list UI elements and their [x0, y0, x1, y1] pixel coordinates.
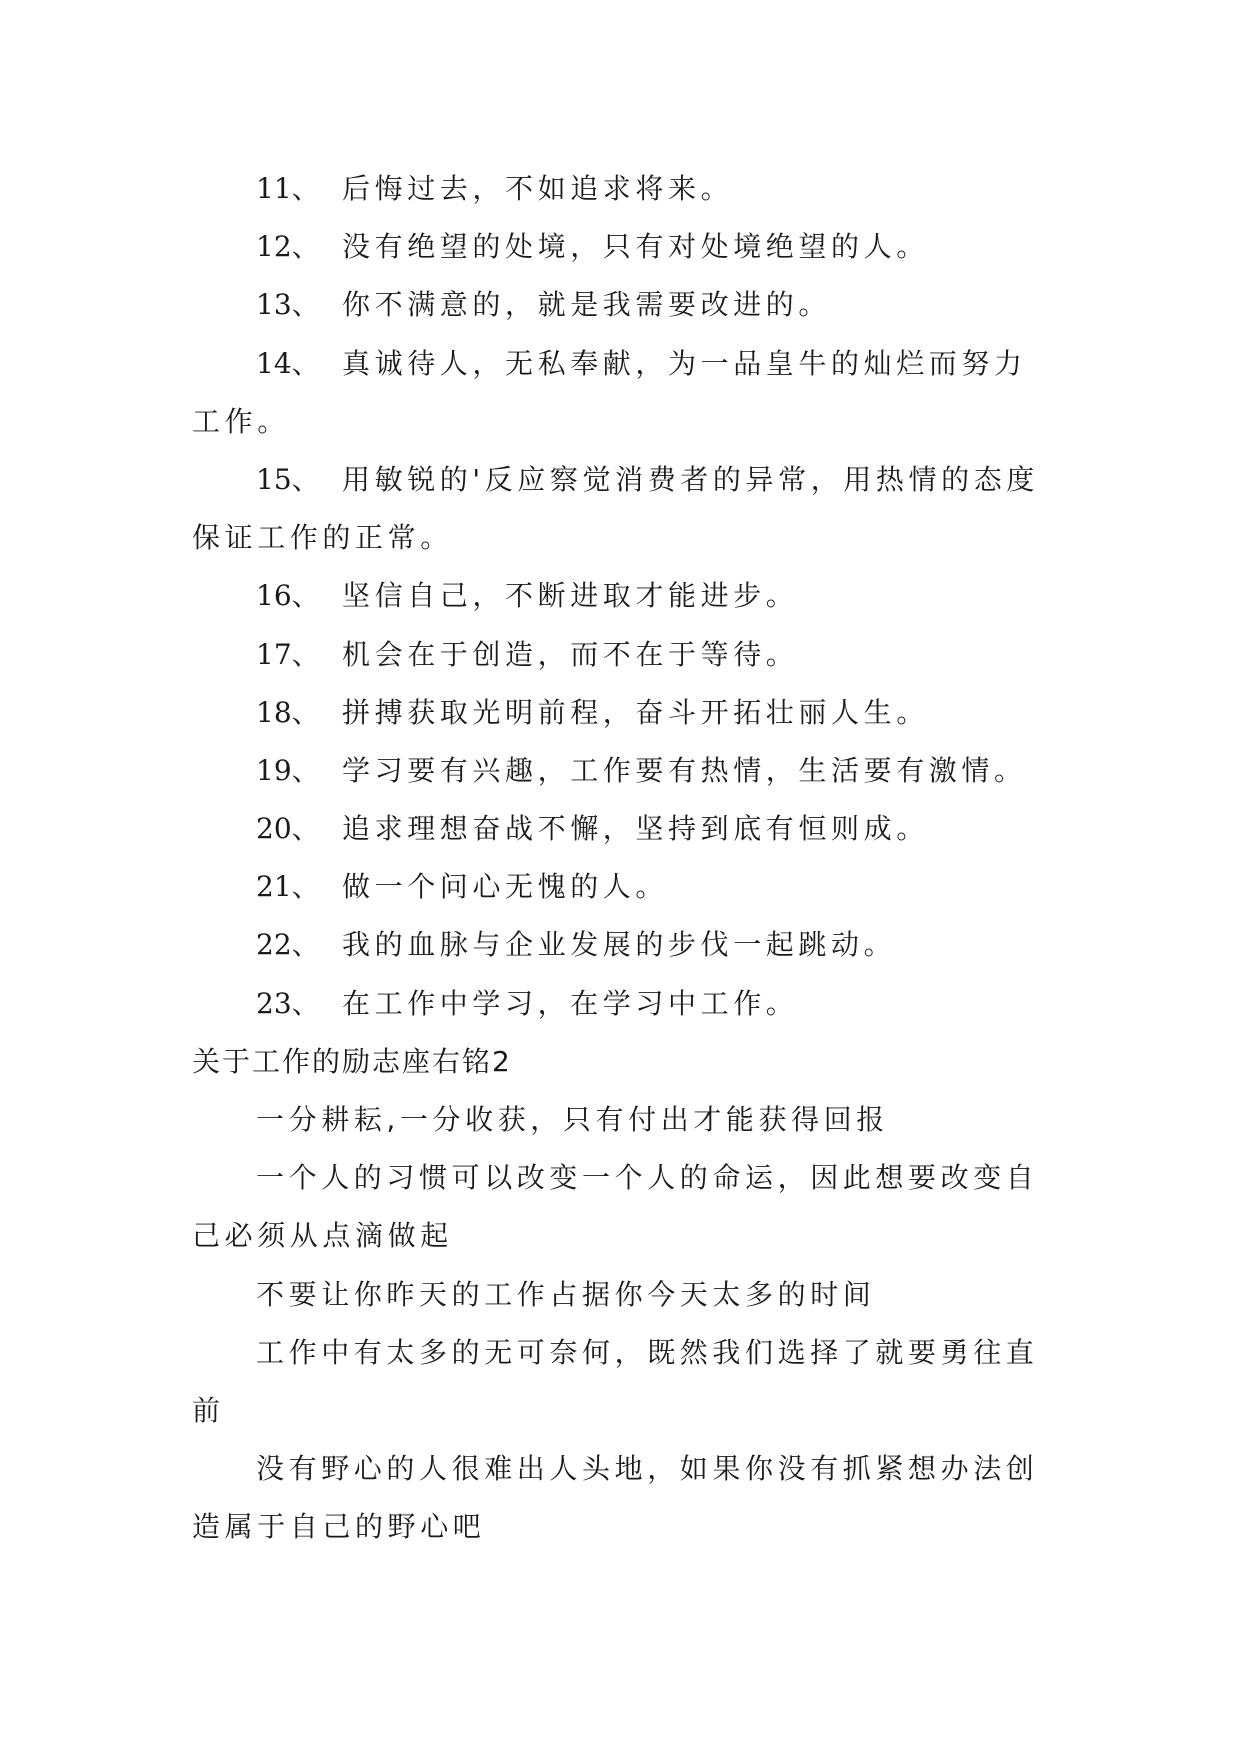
- paragraph: 一分耕耘,一分收获，只有付出才能获得回报: [256, 1103, 889, 1136]
- list-item: [192, 451, 1052, 509]
- list-item: [192, 916, 1052, 974]
- item-text: 真诚待人，无私奉献，为一品皇牛的灿烂而努力: [342, 346, 1027, 380]
- item-text: 坚信自己，不断进取才能进步。: [342, 579, 799, 613]
- list-item-continuation: 工作。: [192, 404, 290, 438]
- paragraph: 没有野心的人很难出人头地，如果你没有抓紧想办法创: [256, 1452, 1039, 1486]
- paragraph-list: [192, 1091, 1052, 1557]
- item-number: 16、: [256, 579, 320, 613]
- item-number: 22、: [256, 928, 320, 962]
- item-number: 18、: [256, 695, 320, 729]
- item-text: 机会在于创造，而不在于等待。: [342, 637, 799, 671]
- paragraph-continuation: 造属于自己的野心吧: [192, 1510, 486, 1544]
- item-text: 学习要有兴趣，工作要有热情，生活要有激情。: [342, 753, 1027, 787]
- item-number: 19、: [256, 753, 320, 787]
- list-item: [192, 858, 1052, 916]
- item-number: 20、: [256, 812, 320, 846]
- item-number: 14、: [256, 346, 320, 380]
- list-item: [192, 160, 1052, 218]
- list-item: [192, 567, 1052, 625]
- item-text: 在工作中学习，在学习中工作。: [342, 986, 799, 1020]
- paragraph: 一个人的习惯可以改变一个人的命运，因此想要改变自: [256, 1161, 1039, 1195]
- list-item-continuation: 保证工作的正常。: [192, 521, 453, 555]
- list-item: [192, 742, 1052, 800]
- paragraph: 不要让你昨天的工作占据你今天太多的时间: [256, 1277, 876, 1311]
- list-item: [192, 684, 1052, 742]
- item-number: 21、: [256, 870, 320, 904]
- item-number: 13、: [256, 288, 320, 322]
- item-text: 我的血脉与企业发展的步伐一起跳动。: [342, 928, 897, 962]
- item-number: 23、: [256, 986, 320, 1020]
- item-text: 拼搏获取光明前程，奋斗开拓壮丽人生。: [342, 695, 929, 729]
- list-item: [192, 276, 1052, 334]
- item-text: 你不满意的，就是我需要改进的。: [342, 288, 832, 322]
- item-number: 11、: [256, 172, 320, 205]
- item-number: 15、: [256, 462, 320, 496]
- list-item: [192, 800, 1052, 858]
- numbered-list: [192, 160, 1052, 1033]
- list-item: [192, 975, 1052, 1033]
- item-number: 12、: [256, 230, 320, 264]
- item-text: 没有绝望的处境，只有对处境绝望的人。: [342, 230, 929, 264]
- item-text: 追求理想奋战不懈，坚持到底有恒则成。: [342, 812, 929, 846]
- paragraph-continuation: 前: [192, 1393, 225, 1427]
- document-body: [192, 160, 1052, 1557]
- paragraph: 工作中有太多的无可奈何，既然我们选择了就要勇往直: [256, 1335, 1039, 1369]
- section-heading: 关于工作的励志座右铭2: [192, 1044, 512, 1078]
- item-text: 后悔过去，不如追求将来。: [342, 172, 734, 205]
- list-item: [192, 218, 1052, 276]
- item-number: 17、: [256, 637, 320, 671]
- list-item: [192, 335, 1052, 393]
- item-text: 做一个问心无愧的人。: [342, 870, 669, 904]
- item-text: 用敏锐的'反应察觉消费者的异常，用热情的态度: [342, 462, 1039, 496]
- paragraph-continuation: 己必须从点滴做起: [192, 1219, 453, 1253]
- list-item: [192, 626, 1052, 684]
